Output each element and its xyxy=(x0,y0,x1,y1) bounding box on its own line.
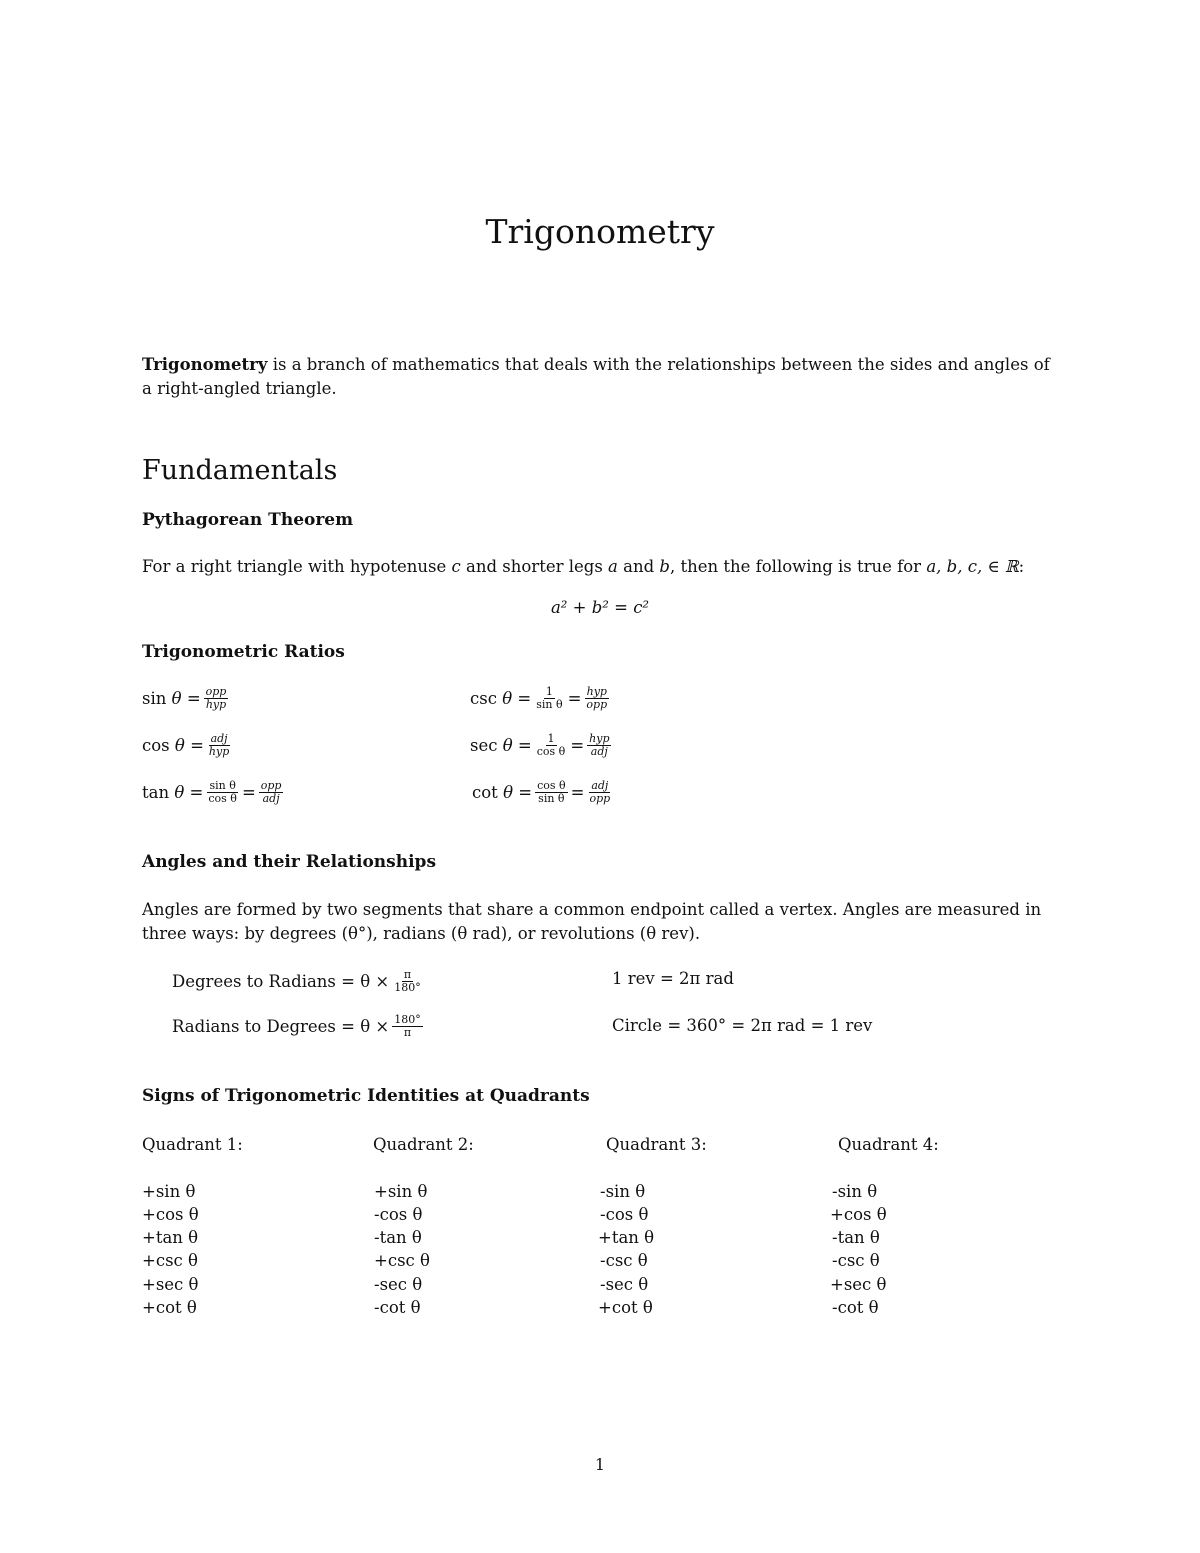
list-item: +csc θ xyxy=(374,1251,430,1270)
list-item: -sin θ xyxy=(832,1182,878,1201)
subheading-trig-ratios: Trigonometric Ratios xyxy=(142,642,345,662)
ratio-sin: sin θ = $\frac{\text{opp}}{\text{hyp}}$ xyxy=(142,685,227,711)
list-item: +cot θ xyxy=(142,1298,197,1317)
list-item: +sec θ xyxy=(830,1275,887,1294)
list-item: +cos θ xyxy=(142,1205,199,1224)
list-item: +cos θ xyxy=(830,1205,887,1224)
list-item: -cos θ xyxy=(374,1205,423,1224)
list-item: -tan θ xyxy=(374,1228,422,1247)
page-title: Trigonometry xyxy=(485,212,715,251)
rad-to-deg: Radians to Degrees = θ × $\frac{180^\circ}{\pi}$ xyxy=(172,1013,421,1039)
list-item: +tan θ xyxy=(598,1228,655,1247)
pythagorean-text: For a right triangle with hypotenuse c and shorter legs a and b, then the following is true for a, b, c, ∈ ℝ: xyxy=(142,557,1025,576)
quadrant-1-label: Quadrant 1: xyxy=(142,1135,243,1154)
circle-equation: Circle = 360° = 2π rad = 1 rev xyxy=(612,1016,873,1035)
ratio-cos: cos θ = $\frac{\text{adj}}{\text{hyp}}$ xyxy=(142,732,230,758)
list-item: -sec θ xyxy=(600,1275,649,1294)
ratio-sec: sec θ = $\frac{1}{\text{cos θ}}$ = $\frac{\text{hyp}}{\text{adj}}$ xyxy=(470,732,610,758)
list-item: +cot θ xyxy=(598,1298,653,1317)
list-item: -sin θ xyxy=(600,1182,646,1201)
intro-term: Trigonometry xyxy=(142,355,268,374)
angles-text: Angles are formed by two segments that share a common endpoint called a vertex. Angles are measured in three ways: by degrees (θ°), radians (θ rad), or revolutions (θ rev). xyxy=(142,900,1042,943)
subheading-angles: Angles and their Relationships xyxy=(142,852,437,872)
quadrant-2-label: Quadrant 2: xyxy=(373,1135,474,1154)
list-item: +sin θ xyxy=(142,1182,196,1201)
rev-equation: 1 rev = 2π rad xyxy=(612,969,734,988)
list-item: +sin θ xyxy=(374,1182,428,1201)
list-item: -cot θ xyxy=(832,1298,879,1317)
quadrant-3-label: Quadrant 3: xyxy=(606,1135,707,1154)
intro-paragraph xyxy=(142,353,1062,401)
intro-text: is a branch of mathematics that deals with the relationships between the sides and angles of a right-angled triangle. xyxy=(142,355,1050,398)
list-item: +sec θ xyxy=(142,1275,199,1294)
list-item: -csc θ xyxy=(600,1251,648,1270)
list-item: -cos θ xyxy=(600,1205,649,1224)
ratio-csc: csc θ = $\frac{1}{\text{sin θ}}$ = $\frac{\text{hyp}}{\text{opp}}$ xyxy=(470,685,608,711)
list-item: -cot θ xyxy=(374,1298,421,1317)
list-item: -sec θ xyxy=(374,1275,423,1294)
ratio-tan: tan θ = $\frac{\text{sin θ}}{\text{cos θ}}$ = $\frac{\text{opp}}{\text{adj}}$ xyxy=(142,779,282,805)
subheading-pythagorean: Pythagorean Theorem xyxy=(142,510,354,530)
list-item: +tan θ xyxy=(142,1228,199,1247)
subheading-quadrants: Signs of Trigonometric Identities at Quadrants xyxy=(142,1086,590,1106)
quadrant-4-label: Quadrant 4: xyxy=(838,1135,939,1154)
section-heading-fundamentals: Fundamentals xyxy=(142,455,338,486)
list-item: -tan θ xyxy=(832,1228,880,1247)
ratio-cot: cot θ = $\frac{\text{cos θ}}{\text{sin θ}}$ = $\frac{\text{adj}}{\text{opp}}$ xyxy=(472,779,611,805)
list-item: +csc θ xyxy=(142,1251,198,1270)
list-item: -csc θ xyxy=(832,1251,880,1270)
pythagorean-equation: a² + b² = c² xyxy=(550,598,650,617)
page-number: 1 xyxy=(594,1455,606,1474)
deg-to-rad: Degrees to Radians = θ × $\frac{\pi}{180^\circ}$ xyxy=(172,968,421,994)
